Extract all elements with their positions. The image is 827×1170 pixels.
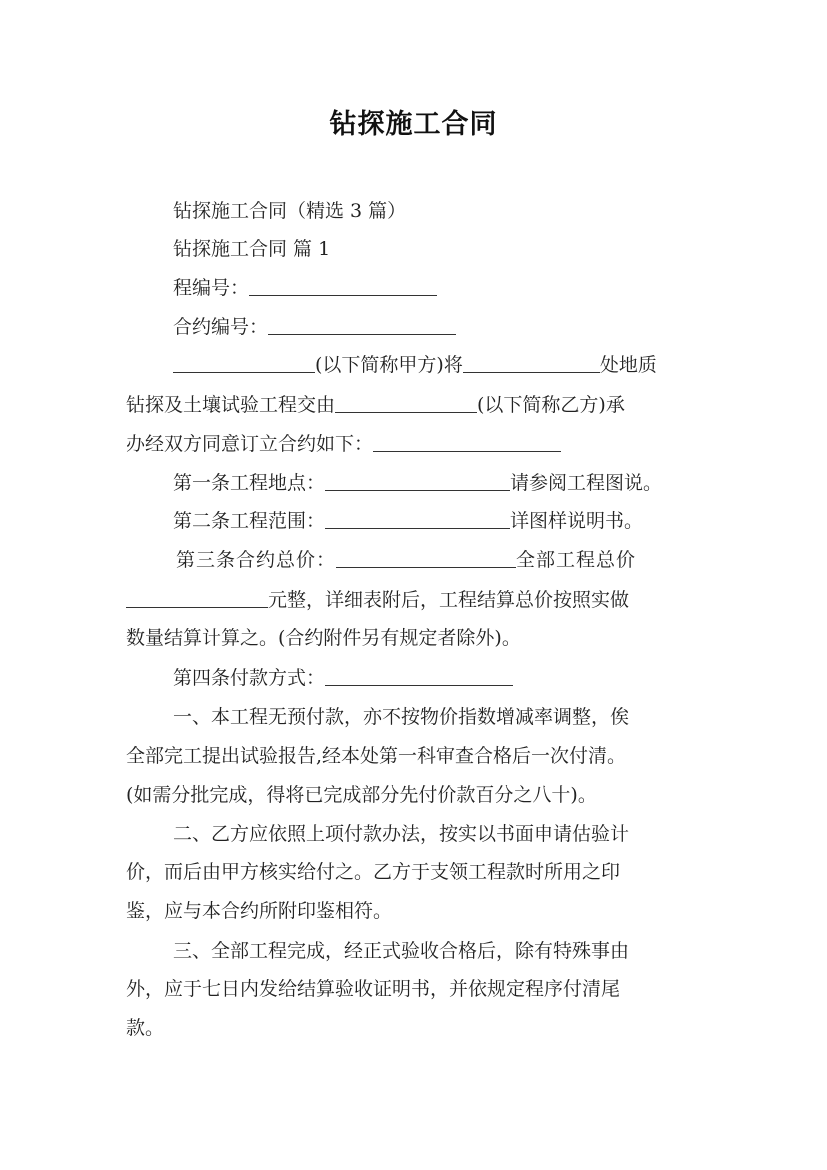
scope-blank bbox=[325, 510, 510, 529]
paragraph-text: 办经双方同意订立合约如下： bbox=[126, 433, 374, 455]
article-2 bbox=[173, 509, 643, 533]
document-title: 钻探施工合同 bbox=[329, 109, 498, 140]
article-label: 第四条付款方式： bbox=[173, 667, 326, 689]
payment-method-blank bbox=[325, 667, 513, 686]
location-blank bbox=[463, 354, 600, 373]
part-heading: 钻探施工合同 篇 1 bbox=[173, 238, 331, 260]
clause-2-line-3: 鉴，应与本合约所附印鉴相符。 bbox=[126, 900, 393, 922]
contract-number-line bbox=[173, 315, 456, 339]
paragraph-text: (以下简称乙方)承 bbox=[477, 394, 625, 416]
total-price-blank bbox=[336, 549, 516, 568]
project-number-line bbox=[173, 276, 437, 300]
party-a-blank bbox=[173, 354, 315, 373]
clause-3-line-3: 款。 bbox=[126, 1017, 165, 1039]
clause-3-line-2: 外，应于七日内发给结算验收证明书，并依规定程序付清尾 bbox=[126, 978, 621, 1000]
paragraph-text: 钻探及土壤试验工程交由 bbox=[126, 394, 336, 416]
article-label: 第二条工程范围： bbox=[173, 510, 326, 532]
article-text: 请参阅工程图说。 bbox=[510, 472, 663, 494]
clause-2-line-1: 二、乙方应依照上项付款办法，按实以书面申请估验计 bbox=[173, 823, 630, 845]
clause-1-line-1: 一、本工程无预付款，亦不按物价指数增减率调整，俟 bbox=[173, 706, 630, 728]
article-label: 第三条合约总价： bbox=[176, 549, 337, 571]
site-blank bbox=[325, 472, 510, 491]
clause-1-line-2: 全部完工提出试验报告,经本处第一科审查合格后一次付清。 bbox=[126, 745, 627, 767]
party-b-blank bbox=[335, 394, 477, 413]
clause-3-line-1: 三、全部工程完成，经正式验收合格后，除有特殊事由 bbox=[173, 940, 630, 962]
clause-2-line-2: 价，而后由甲方核实给付之。乙方于支领工程款时所用之印 bbox=[126, 861, 621, 883]
article-text: 元整，详细表附后，工程结算总价按照实做 bbox=[268, 589, 630, 611]
paragraph-1-line-3 bbox=[126, 432, 561, 456]
article-3-line-3: 数量结算计算之。(合约附件另有规定者除外)。 bbox=[126, 627, 521, 649]
paragraph-1-line-2 bbox=[126, 393, 625, 417]
article-1 bbox=[173, 471, 662, 495]
article-text: 全部工程总价 bbox=[516, 549, 637, 571]
article-3-line-1 bbox=[176, 548, 636, 572]
article-4 bbox=[173, 666, 513, 690]
amount-blank bbox=[126, 589, 268, 608]
paragraph-text: (以下简称甲方)将 bbox=[315, 354, 463, 376]
clause-1-line-3: (如需分批完成，得将已完成部分先付价款百分之八十)。 bbox=[126, 784, 597, 806]
article-label: 第一条工程地点： bbox=[173, 472, 326, 494]
paragraph-1-line-1 bbox=[173, 353, 657, 377]
contract-number-label: 合约编号： bbox=[173, 316, 269, 338]
project-number-label: 程编号： bbox=[173, 277, 250, 299]
subtitle: 钻探施工合同（精选 3 篇） bbox=[173, 200, 407, 222]
contract-number-blank bbox=[268, 316, 456, 335]
paragraph-text: 处地质 bbox=[599, 354, 657, 376]
project-number-blank bbox=[249, 277, 437, 296]
agreement-blank bbox=[373, 433, 561, 452]
article-3-line-2 bbox=[126, 588, 629, 612]
article-text: 详图样说明书。 bbox=[510, 510, 644, 532]
